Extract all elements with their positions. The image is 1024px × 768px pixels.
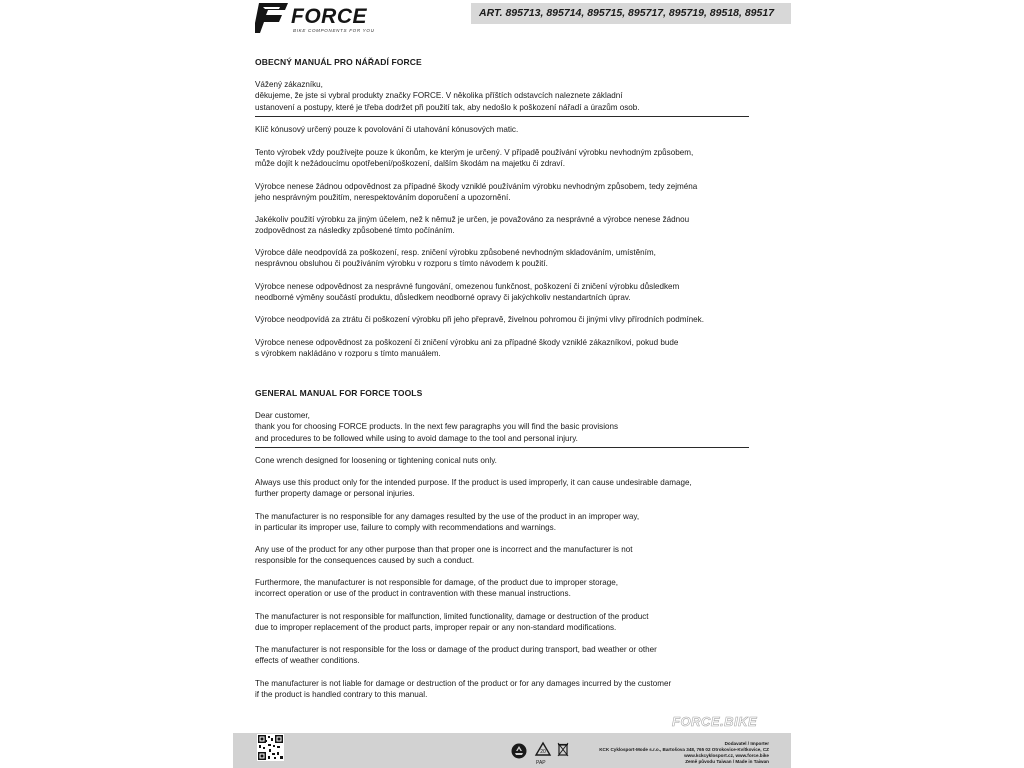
text-line: zodpovědnost za následky způsobené tímto počínáním. [255, 226, 455, 236]
english-title: GENERAL MANUAL FOR FORCE TOOLS [255, 388, 423, 398]
importer-line: Země původu Taiwan / Made in Taiwan [685, 759, 769, 764]
czech-paragraph [255, 147, 775, 170]
czech-paragraph [255, 281, 775, 304]
czech-paragraph [255, 124, 775, 135]
text-line: Vážený zákazníku, [255, 80, 323, 89]
brand-website-watermark: FORCE.BIKE [672, 714, 758, 729]
svg-text:20: 20 [540, 749, 546, 755]
importer-line: Dodavatel / Importer [724, 741, 769, 746]
english-paragraph [255, 477, 775, 500]
text-line: The manufacturer is no responsible for any damages resulted by the use of the product in an improper way, [255, 512, 640, 521]
text-line: Cone wrench designed for loosening or tightening conical nuts only. [255, 456, 497, 465]
recycling-code: PAP [536, 760, 546, 766]
text-line: effects of weather conditions. [255, 656, 360, 666]
divider-line [255, 116, 749, 117]
text-line: Any use of the product for any other purpose than that proper one is incorrect and the manufacturer is not [255, 545, 633, 554]
text-line: Výrobce nenese odpovědnost za nesprávné fungování, omezenou funkčnost, poškození či zničení výrobku důsledkem [255, 282, 680, 291]
text-line: Výrobce nenese žádnou odpovědnost za případné škody vzniklé používáním výrobku nevhodným způsobem, tedy zejména [255, 182, 698, 191]
importer-line: www.kckcyklosport.cz, www.force.bike [684, 753, 769, 758]
text-line: Tento výrobek vždy používejte pouze k úkonům, ke kterým je určený. V případě používání výrobku nevhodným způsobem, [255, 148, 694, 157]
english-paragraph [255, 644, 775, 667]
text-line: and procedures to be followed while using to avoid damage to the tool and personal injury. [255, 433, 578, 443]
czech-title: OBECNÝ MANUÁL PRO NÁŘADÍ FORCE [255, 57, 422, 67]
text-line: ustanovení a postupy, které je třeba dodržet při použití tak, aby nedošlo k poškození nářadí a úrazům osob. [255, 102, 640, 112]
force-f-icon [255, 1, 291, 35]
czech-paragraph [255, 247, 775, 270]
text-line: Klíč kónusový určený pouze k povolování či utahování kónusových matic. [255, 125, 519, 134]
page-footer [233, 733, 791, 768]
text-line: nesprávnou obsluhou či používáním výrobku v rozporu s tímto návodem k použití. [255, 259, 548, 269]
page-header [233, 0, 791, 37]
text-line: further property damage or personal injuries. [255, 489, 415, 499]
english-paragraph [255, 678, 775, 701]
text-line: in particular its improper use, failure to comply with recommendations and warnings. [255, 523, 556, 533]
waste-bin-icon [557, 742, 569, 758]
czech-paragraph [255, 214, 775, 237]
text-line: děkujeme, že jste si vybral produkty značky FORCE. V několika příštích odstavcích naleznete základní [255, 91, 623, 101]
recycle-icon [511, 743, 527, 759]
text-line: due to improper replacement of the product parts, improper repair or any non-standard modifications. [255, 623, 617, 633]
text-line: Jakékoliv použití výrobku za jiným účelem, než k němuž je určen, je považováno za nesprávné a výrobce nenese žádnou [255, 215, 690, 224]
logo-wordmark: FORCE [291, 5, 367, 28]
text-line: thank you for choosing FORCE products. In the next few paragraphs you will find the basic provisions [255, 422, 619, 432]
text-line: Furthermore, the manufacturer is not responsible for damage, of the product due to improper storage, [255, 578, 619, 587]
english-paragraph [255, 455, 775, 466]
text-line: jeho nesprávným použitím, nerespektováním doporučení a upozornění. [255, 193, 511, 203]
english-intro [255, 410, 775, 444]
text-line: The manufacturer is not liable for damage or destruction of the product or for any damages incurred by the customer [255, 679, 672, 688]
article-bar [471, 3, 791, 24]
force-logo [255, 1, 425, 35]
text-line: responsible for the consequences caused by such a conduct. [255, 556, 475, 566]
english-paragraph [255, 544, 775, 567]
english-paragraph [255, 511, 775, 534]
english-paragraph [255, 611, 775, 634]
text-line: Dear customer, [255, 411, 310, 420]
text-line: if the product is handled contrary to this manual. [255, 690, 428, 700]
text-line: může dojít k nežádoucímu opotřebení/poškození, dalším škodám na majetku či zdraví. [255, 159, 565, 169]
text-line: Výrobce dále neodpovídá za poškození, resp. zničení výrobku způsobené nevhodným skladováním, umístěním, [255, 248, 656, 257]
manual-page [233, 0, 791, 768]
text-line: Výrobce neodpovídá za ztrátu či poškození výrobku při jeho přepravě, živelnou pohromou či jinými vlivy přírodních podmínek. [255, 315, 704, 324]
czech-intro [255, 79, 775, 113]
text-line: The manufacturer is not responsible for malfunction, limited functionality, damage or destruction of the product [255, 612, 649, 621]
importer-info [599, 741, 769, 765]
czech-paragraph [255, 314, 775, 325]
text-line: The manufacturer is not responsible for the loss or damage of the product during transport, bad weather or other [255, 645, 657, 654]
czech-paragraph [255, 337, 775, 360]
qr-code-icon [257, 734, 284, 761]
text-line: Výrobce nenese odpovědnost za poškození či zničení výrobku ani za případné škody vzniklé zákazníkovi, pokud bude [255, 338, 679, 347]
importer-line: KCK Cyklosport-Mode s.r.o., Bartošova 348, 765 02 Otrokovice-Kvítkovice, CZ [599, 747, 769, 752]
text-line: s výrobkem nakládáno v rozporu s tímto manuálem. [255, 349, 441, 359]
czech-paragraph [255, 181, 775, 204]
divider-line [255, 447, 749, 448]
article-numbers: ART. 895713, 895714, 895715, 895717, 895719, 89518, 89517 [479, 7, 775, 19]
english-paragraph [255, 577, 775, 600]
logo-tagline: BIKE COMPONENTS FOR YOU [293, 28, 375, 33]
text-line: neodborné výměny součástí produktu, důsledkem neodborné opravy či jakýchkoliv nestandartních úprav. [255, 293, 631, 303]
text-line: Always use this product only for the intended purpose. If the product is used improperly, it can cause undesirable damage, [255, 478, 692, 487]
text-line: incorrect operation or use of the product in contravention with these manual instructions. [255, 589, 571, 599]
